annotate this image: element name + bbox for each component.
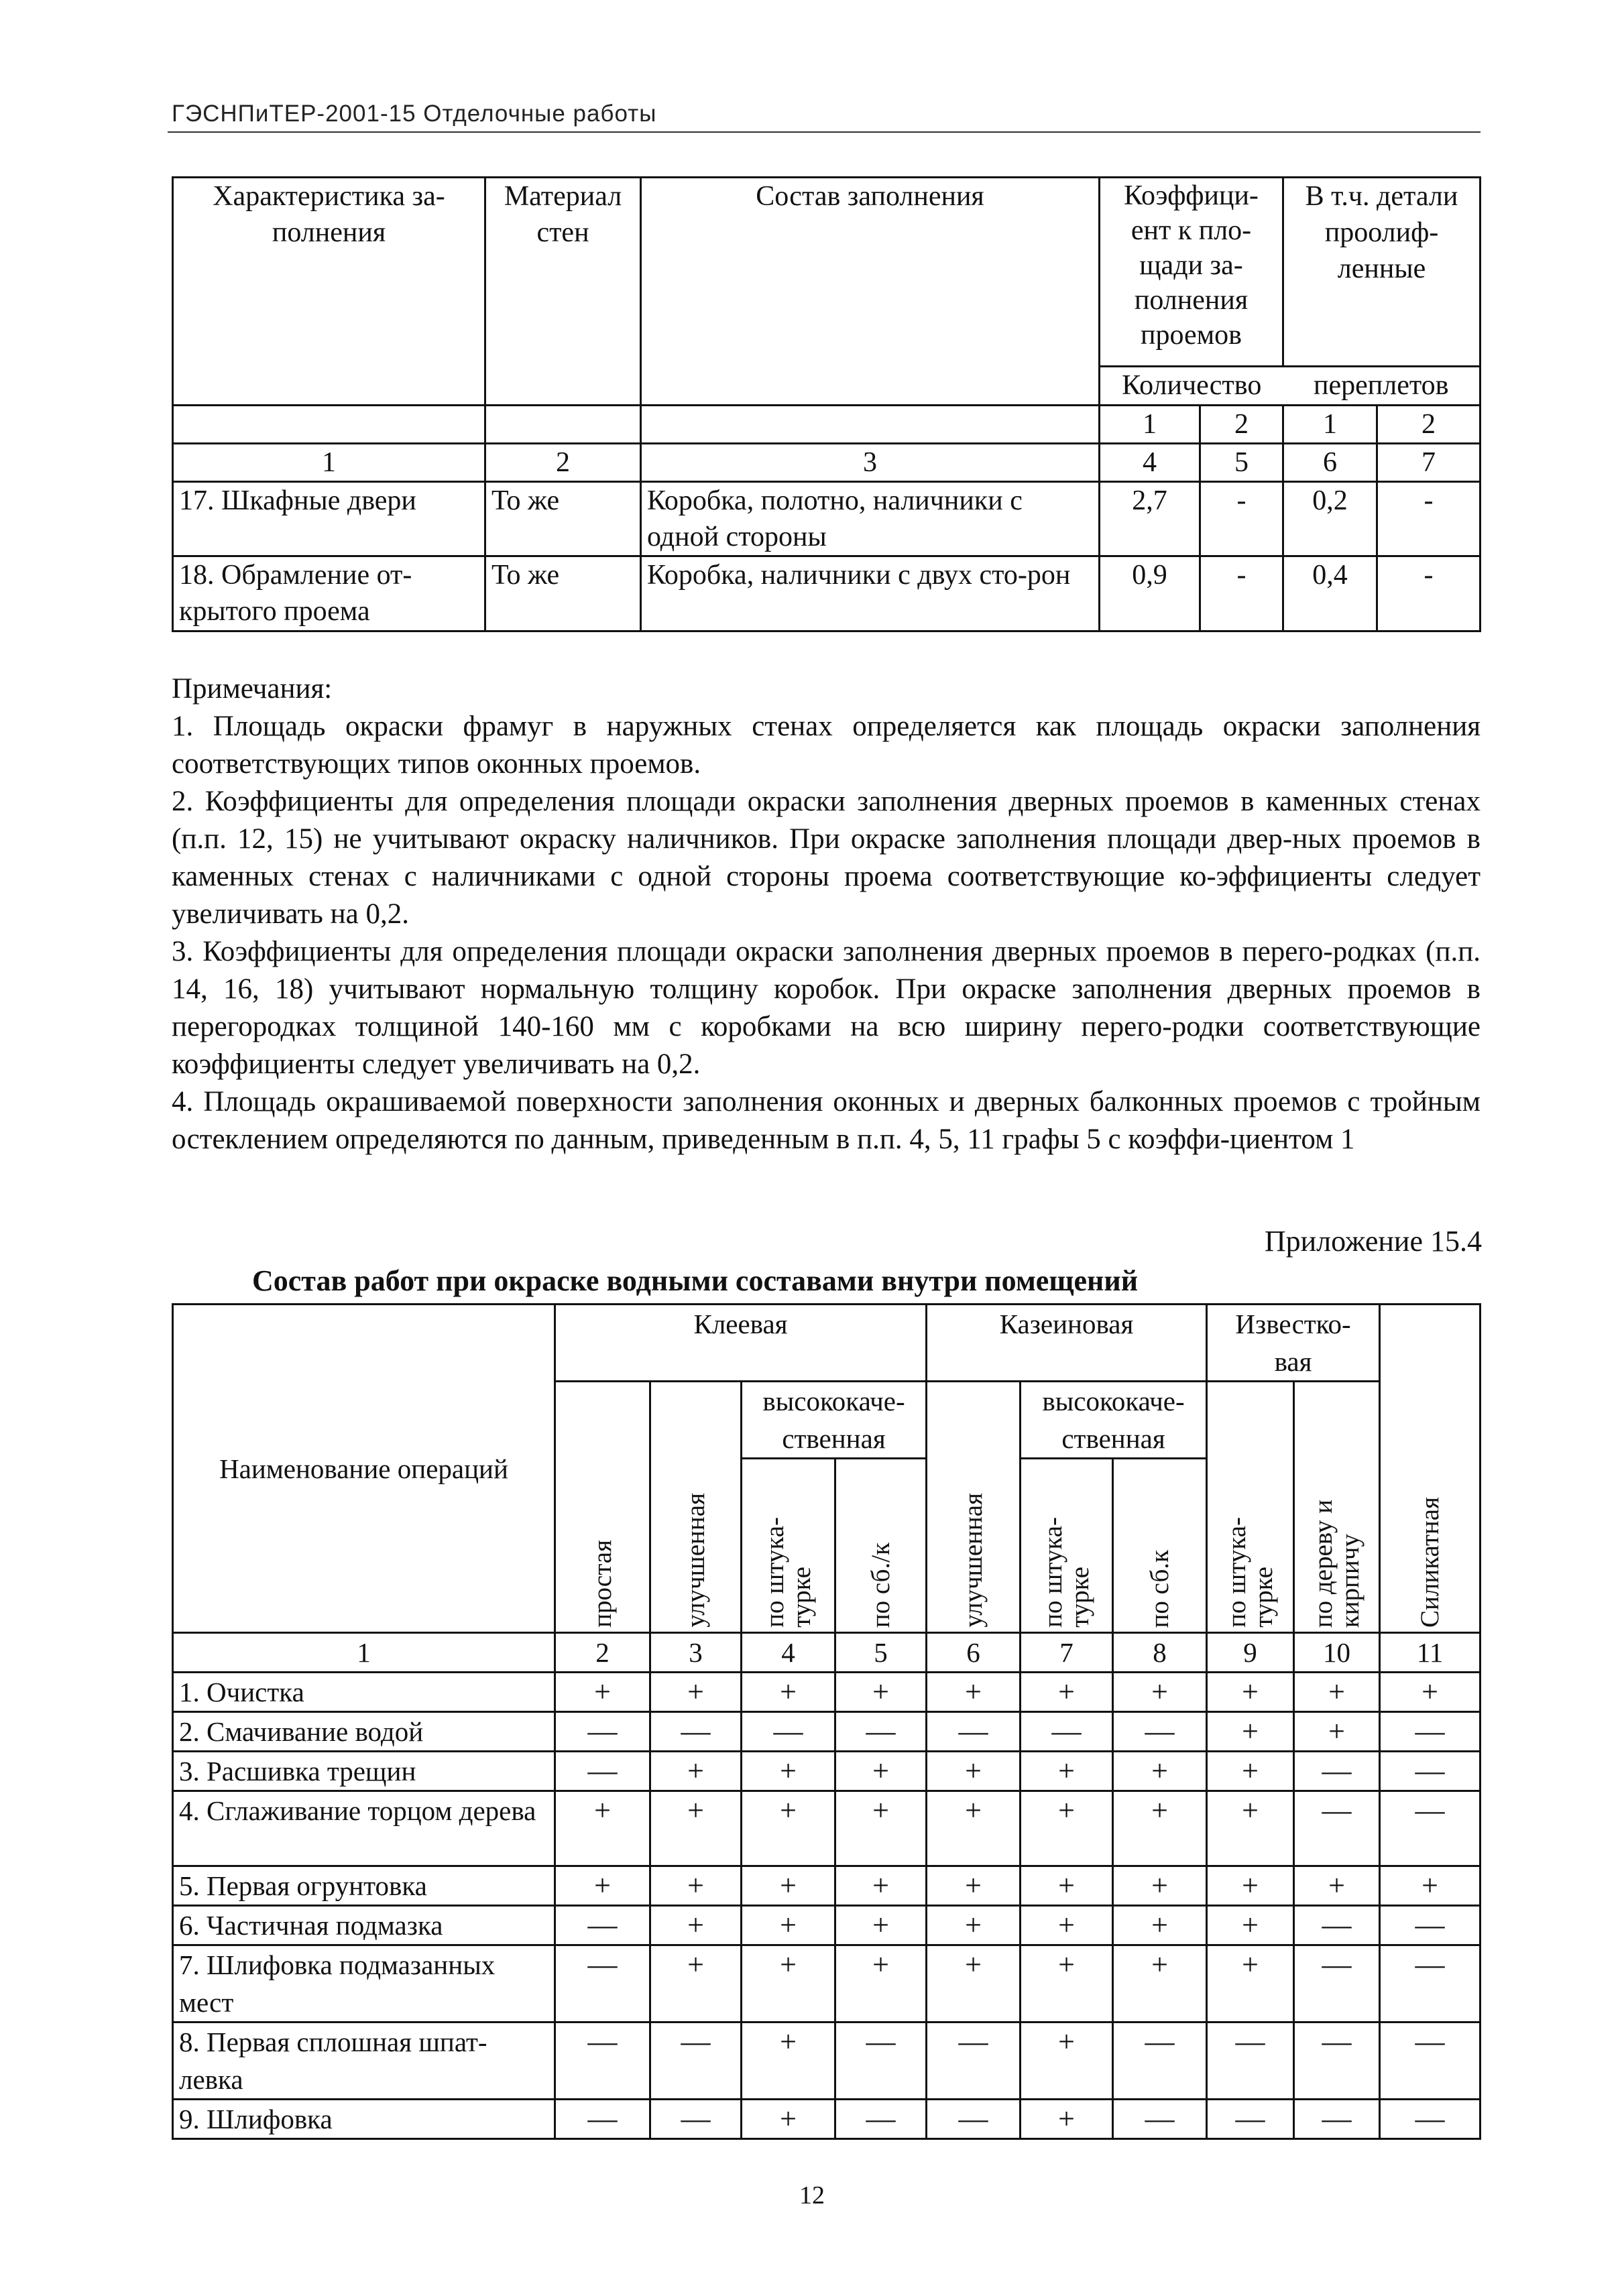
header-glue: Клеевая (555, 1305, 927, 1382)
row-value: - (1200, 482, 1283, 556)
operation-mark: + (927, 1866, 1021, 1906)
operation-mark: — (1380, 1906, 1481, 1945)
operation-mark: — (1380, 1791, 1481, 1866)
note-3: 3. Коэффициенты для определения площади окраски заполнения дверных проемов в перего-родках (п.п. 14, 16, 18) учитывают нормальную толщину коробок. При окраске заполнения дверных проемов в перегородках толщиной 140-160 мм с коробками на всю ширину перего-родки соответствующие коэффициенты следует увеличивать на 0,2. (172, 936, 1481, 1080)
header-silicate-label: Силикатная (1415, 1496, 1444, 1628)
operation-mark: + (1021, 2022, 1113, 2100)
operation-mark: — (1021, 1712, 1113, 1752)
operation-mark: + (1113, 1752, 1207, 1791)
empty-cell (485, 406, 641, 444)
operation-mark: — (1294, 1945, 1380, 2022)
operation-mark: + (1021, 1906, 1113, 1945)
operation-mark: + (1294, 1712, 1380, 1752)
row-name: 17. Шкафные двери (173, 482, 485, 556)
operation-mark: — (1113, 1712, 1207, 1752)
row-value: 0,4 (1283, 556, 1377, 631)
operation-mark: + (1207, 1752, 1294, 1791)
column-number: 4 (1100, 444, 1200, 482)
header-plaster-label: по штука- турке (1222, 1517, 1278, 1628)
column-number: 10 (1294, 1633, 1380, 1673)
operation-mark: — (927, 1712, 1021, 1752)
operation-mark: + (927, 1945, 1021, 2022)
column-number: 7 (1021, 1633, 1113, 1673)
operation-mark: + (1207, 1791, 1294, 1866)
header-high-quality: высококаче- ственная (742, 1382, 927, 1459)
header-area-coefficient: Коэффици- ент к пло- щади за- полнения проемов (1100, 178, 1283, 367)
operation-mark: — (927, 2022, 1021, 2100)
operation-mark: — (555, 1945, 650, 2022)
appendix-label: Приложение 15.4 (1264, 1225, 1482, 1258)
operation-mark: — (1113, 2100, 1207, 2139)
header-fill-composition: Состав заполнения (641, 178, 1100, 406)
header-rule (168, 131, 1481, 133)
column-number: 6 (1283, 444, 1377, 482)
notes-title: Примечания: (172, 673, 333, 705)
operation-mark: + (1207, 1866, 1294, 1906)
header-drywall (835, 1459, 927, 1633)
header-casein: Казеиновая (927, 1305, 1207, 1382)
table-row (173, 1791, 1481, 1866)
operation-mark: + (1207, 1712, 1294, 1752)
header-plaster (1207, 1382, 1294, 1633)
operation-mark: + (742, 1945, 835, 2022)
operation-mark: + (742, 1673, 835, 1712)
operation-mark: + (1207, 1673, 1294, 1712)
operation-mark: + (1021, 1752, 1113, 1791)
operation-mark: + (1380, 1866, 1481, 1906)
operation-mark: — (927, 2100, 1021, 2139)
column-number-row (173, 1633, 1481, 1673)
operation-mark: — (1294, 2100, 1380, 2139)
header-improved-label: улучшенная (958, 1493, 988, 1628)
column-number: 2 (485, 444, 641, 482)
operation-mark: — (835, 1712, 927, 1752)
header-high-quality: высококаче- ственная (1021, 1382, 1207, 1459)
operation-mark: — (1294, 1906, 1380, 1945)
operation-name: 3. Расшивка трещин (173, 1752, 555, 1791)
column-number: 9 (1207, 1633, 1294, 1673)
operation-mark: — (1113, 2022, 1207, 2100)
operation-mark: — (1207, 2022, 1294, 2100)
operation-mark: — (835, 2100, 927, 2139)
operation-mark: + (835, 1866, 927, 1906)
operation-mark: + (742, 1752, 835, 1791)
operation-mark: + (555, 1673, 650, 1712)
operation-mark: — (1380, 2022, 1481, 2100)
operation-mark: + (1021, 1866, 1113, 1906)
operation-mark: + (1113, 1791, 1207, 1866)
column-number: 7 (1377, 444, 1481, 482)
column-number: 1 (173, 1633, 555, 1673)
column-number: 5 (1200, 444, 1283, 482)
operation-mark: + (742, 1791, 835, 1866)
operation-mark: + (650, 1866, 742, 1906)
operation-mark: + (1113, 1906, 1207, 1945)
header-drywall-label: по сб.к (1145, 1549, 1174, 1628)
operation-mark: + (555, 1866, 650, 1906)
operations-body (173, 1673, 1481, 2139)
operation-mark: — (1380, 1712, 1481, 1752)
operation-mark: + (1380, 1673, 1481, 1712)
operation-name: 5. Первая огрунтовка (173, 1866, 555, 1906)
header-drywall-label: по сб./к (866, 1542, 895, 1628)
row-material: То же (485, 556, 641, 631)
column-number: 11 (1380, 1633, 1481, 1673)
fill-coefficients-table (172, 176, 1481, 632)
empty-cell (641, 406, 1100, 444)
header-silicate (1380, 1305, 1481, 1633)
operation-name: 8. Первая сплошная шпат-левка (173, 2022, 555, 2100)
operation-mark: + (742, 2100, 835, 2139)
row-composition: Коробка, полотно, наличники с одной стороны (641, 482, 1100, 556)
operation-mark: — (650, 2100, 742, 2139)
operation-mark: — (1294, 1752, 1380, 1791)
operation-mark: + (927, 1673, 1021, 1712)
operation-mark: + (742, 1866, 835, 1906)
column-number: 2 (555, 1633, 650, 1673)
header-plaster-label: по штука- турке (760, 1517, 816, 1628)
header-wood-brick-label: по дереву и кирпичу (1308, 1499, 1365, 1628)
page-number: 12 (799, 2181, 825, 2210)
sub-header-4: 2 (1377, 406, 1481, 444)
operation-mark: + (650, 1791, 742, 1866)
operation-mark: — (650, 1712, 742, 1752)
column-number: 3 (641, 444, 1100, 482)
operation-mark: — (1294, 2022, 1380, 2100)
operation-mark: + (650, 1752, 742, 1791)
header-frames: переплетов (1283, 367, 1481, 406)
header-wall-material: Материал стен (485, 178, 641, 406)
operation-mark: + (1294, 1866, 1380, 1906)
header-lime: Известко- вая (1207, 1305, 1380, 1382)
table-row (173, 1906, 1481, 1945)
row-value: - (1377, 556, 1481, 631)
operation-mark: — (742, 1712, 835, 1752)
row-value: - (1377, 482, 1481, 556)
table-row (173, 482, 1481, 556)
operation-mark: + (1113, 1866, 1207, 1906)
operation-mark: + (1021, 1673, 1113, 1712)
header-plaster (1021, 1459, 1113, 1633)
operation-mark: + (927, 1752, 1021, 1791)
row-material: То же (485, 482, 641, 556)
operation-mark: — (555, 1712, 650, 1752)
column-number: 6 (927, 1633, 1021, 1673)
empty-cell (173, 406, 485, 444)
column-number: 8 (1113, 1633, 1207, 1673)
operation-mark: — (555, 2022, 650, 2100)
operation-name: 4. Сглаживание торцом дерева (173, 1791, 555, 1866)
operation-name: 7. Шлифовка подмазанных мест (173, 1945, 555, 2022)
operation-mark: — (1380, 2100, 1481, 2139)
header-improved (650, 1382, 742, 1633)
operation-mark: + (1021, 1945, 1113, 2022)
note-4: 4. Площадь окрашиваемой поверхности заполнения оконных и дверных балконных проемов с тройным остеклением определяются по данным, приведенным в п.п. 4, 5, 11 графы 5 с коэффи-циентом 1 (172, 1086, 1481, 1155)
painting-operations-table (172, 1303, 1481, 2140)
operation-mark: + (742, 1906, 835, 1945)
table-row (173, 1673, 1481, 1712)
header-simple (555, 1382, 650, 1633)
header-quantity: Количество (1100, 367, 1283, 406)
row-name: 18. Обрамление от-крытого проема (173, 556, 485, 631)
header-drywall (1113, 1459, 1207, 1633)
operation-mark: + (742, 2022, 835, 2100)
operation-name: 9. Шлифовка (173, 2100, 555, 2139)
operation-mark: + (835, 1906, 927, 1945)
operation-mark: + (555, 1791, 650, 1866)
table-row (173, 1866, 1481, 1906)
operation-mark: + (835, 1791, 927, 1866)
operation-name: 1. Очистка (173, 1673, 555, 1712)
operation-mark: + (1207, 1945, 1294, 2022)
table2-title: Состав работ при окраске водными составами внутри помещений (252, 1264, 1139, 1297)
operation-mark: — (1207, 2100, 1294, 2139)
header-oiled-parts: В т.ч. детали проолиф- ленные (1283, 178, 1481, 367)
header-simple-label: простая (587, 1540, 617, 1628)
header-fill-characteristic: Характеристика за- полнения (173, 178, 485, 406)
header-improved-label: улучшенная (681, 1493, 710, 1628)
operation-name: 6. Частичная подмазка (173, 1906, 555, 1945)
column-number: 1 (173, 444, 485, 482)
table-row (173, 2100, 1481, 2139)
column-number: 4 (742, 1633, 835, 1673)
note-2: 2. Коэффициенты для определения площади окраски заполнения дверных проемов в каменных стенах (п.п. 12, 15) не учитывают окраску наличников. При окраске заполнения площади двер-ных проемов в каменных стенах с наличниками с одной стороны проема соответствующие ко-эффициенты следует увеличивать на 0,2. (172, 786, 1481, 930)
operation-mark: — (555, 2100, 650, 2139)
header-wood-brick (1294, 1382, 1380, 1633)
row-value: - (1200, 556, 1283, 631)
sub-header-2: 2 (1200, 406, 1283, 444)
operation-mark: + (1113, 1945, 1207, 2022)
operation-mark: — (835, 2022, 927, 2100)
header-operations: Наименование операций (173, 1305, 555, 1633)
row-composition: Коробка, наличники с двух сто-рон (641, 556, 1100, 631)
operation-mark: + (835, 1752, 927, 1791)
table-row (173, 556, 1481, 631)
row-value: 0,9 (1100, 556, 1200, 631)
operation-mark: + (927, 1791, 1021, 1866)
sub-header-1: 1 (1100, 406, 1200, 444)
row-value: 2,7 (1100, 482, 1200, 556)
operation-mark: + (1294, 1673, 1380, 1712)
operation-mark: + (1021, 1791, 1113, 1866)
column-number: 5 (835, 1633, 927, 1673)
notes-section (172, 670, 1481, 1158)
running-header: ГЭСНПиТЕР-2001-15 Отделочные работы (172, 101, 657, 127)
operation-mark: + (1207, 1906, 1294, 1945)
operation-mark: + (650, 1673, 742, 1712)
row-value: 0,2 (1283, 482, 1377, 556)
operation-mark: — (1380, 1945, 1481, 2022)
operation-mark: + (650, 1906, 742, 1945)
table-row (173, 1752, 1481, 1791)
header-improved (927, 1382, 1021, 1633)
header-plaster (742, 1459, 835, 1633)
column-number: 3 (650, 1633, 742, 1673)
operation-mark: + (835, 1673, 927, 1712)
note-1: 1. Площадь окраски фрамуг в наружных стенах определяется как площадь окраски заполнения соответствующих типов оконных проемов. (172, 711, 1481, 780)
sub-header-3: 1 (1283, 406, 1377, 444)
header-plaster-label: по штука- турке (1038, 1517, 1094, 1628)
operation-mark: — (650, 2022, 742, 2100)
table-row (173, 1712, 1481, 1752)
operation-mark: + (1113, 1673, 1207, 1712)
operation-mark: + (650, 1945, 742, 2022)
table-row (173, 2022, 1481, 2100)
operation-name: 2. Смачивание водой (173, 1712, 555, 1752)
table-row (173, 1945, 1481, 2022)
operation-mark: + (1021, 2100, 1113, 2139)
operation-mark: — (555, 1752, 650, 1791)
operation-mark: + (835, 1945, 927, 2022)
operation-mark: — (1380, 1752, 1481, 1791)
operation-mark: — (1294, 1791, 1380, 1866)
operation-mark: — (555, 1906, 650, 1945)
operation-mark: + (927, 1906, 1021, 1945)
